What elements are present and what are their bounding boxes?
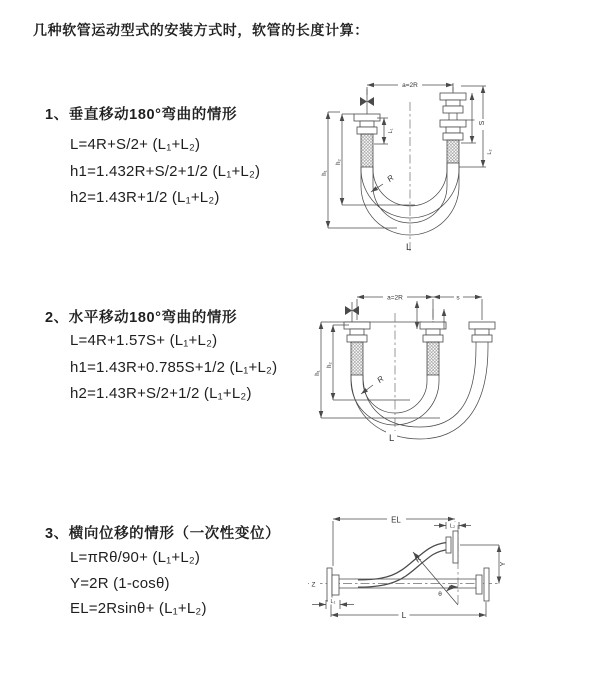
left-flange <box>327 568 339 601</box>
section-3-heading: 3、横向位移的情形（一次性变位） <box>45 526 281 542</box>
right-fitting-moved-position <box>469 322 495 347</box>
radius-label: R <box>385 173 396 184</box>
left-fitting <box>344 322 370 375</box>
radius-label: R <box>375 374 386 385</box>
dim-label-s: s <box>456 294 460 302</box>
upper-right-flange <box>446 531 458 563</box>
dim-label-s: S <box>479 120 486 126</box>
diagram-horizontal-180-bend <box>310 285 600 449</box>
dim-label-h2: h₂ <box>327 362 333 368</box>
dim-label-a2r: a=2R <box>387 294 403 302</box>
angle-theta-label: θ <box>438 591 442 598</box>
dim-label-l2: L₂ <box>487 149 493 155</box>
page-title: 几种软管运动型式的安装方式时，软管的长度计算： <box>33 22 369 38</box>
section-1-formula-h1: h1=1.432R+S/2+1/2 (L₁+L₂) <box>70 163 261 180</box>
length-label: L <box>389 433 395 444</box>
section-1-heading: 1、垂直移动180°弯曲的情形 <box>45 107 238 123</box>
dim-label-h1: h₁ <box>315 370 321 376</box>
dim-label-h2: h₂ <box>336 159 342 165</box>
section-2-formula-L: L=4R+1.57S+ (L₁+L₂) <box>70 332 218 349</box>
section-3-formula-L: L=πRθ/90+ (L₁+L₂) <box>70 549 201 566</box>
datum-mark: Z <box>311 581 316 589</box>
dim-label-a2r: a=2R <box>402 82 418 89</box>
section-1-formula-h2: h2=1.43R+1/2 (L₁+L₂) <box>70 189 220 206</box>
middle-fitting <box>420 322 446 375</box>
braided-hose-section <box>447 140 459 163</box>
dim-label-l1: L₁ <box>388 128 394 134</box>
dim-label-l2: L₂ <box>449 523 456 530</box>
fittings <box>344 322 495 375</box>
section-2-formula-h2: h2=1.43R+S/2+1/2 (L₁+L₂) <box>70 385 252 402</box>
dim-label-l1: L₁ <box>330 599 336 605</box>
lower-right-ghost-flange <box>476 568 489 601</box>
right-pipe-assembly <box>440 83 466 163</box>
section-3-formula-Y: Y=2R (1-cosθ) <box>70 575 170 592</box>
dim-label-el: EL <box>391 515 401 525</box>
section-2-formula-h1: h1=1.43R+0.785S+1/2 (L₁+L₂) <box>70 359 278 376</box>
section-2-heading: 2、水平移动180°弯曲的情形 <box>45 310 238 326</box>
braided-hose-section <box>361 134 373 167</box>
dim-label-y: Y <box>500 561 507 567</box>
hose-u-curves <box>351 347 488 439</box>
dimension-lines <box>321 294 482 418</box>
length-label: L <box>401 610 407 620</box>
dim-label-h1: h₁ <box>322 170 328 176</box>
diagram-lateral-displacement <box>300 505 600 653</box>
left-pipe-assembly <box>354 89 380 167</box>
section-1-formula-L: L=4R+S/2+ (L₁+L₂) <box>70 136 201 153</box>
diagram-vertical-180-bend <box>315 70 595 268</box>
radius-label: R <box>412 554 424 565</box>
section-3-formula-EL: EL=2Rsinθ+ (L₁+L₂) <box>70 600 207 617</box>
length-label: L <box>406 242 412 253</box>
